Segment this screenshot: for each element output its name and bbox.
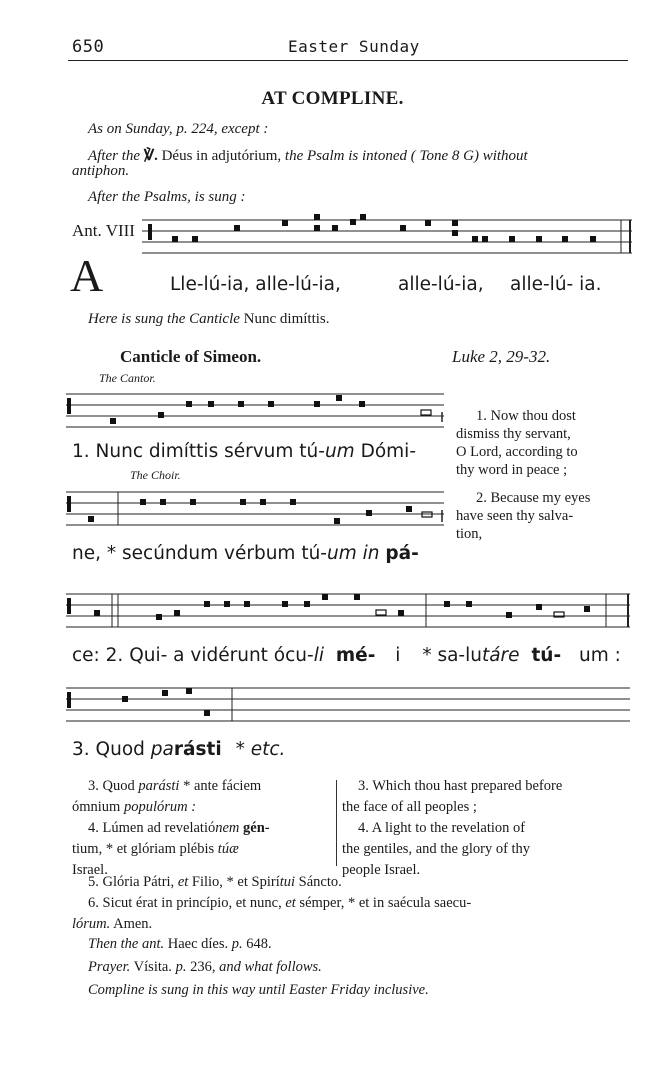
latin-verses-3-4 bbox=[72, 776, 330, 881]
verse-6-e: Amen. bbox=[113, 916, 153, 932]
prayer-b: Vísita. bbox=[133, 959, 172, 975]
rubric-here-sung bbox=[88, 311, 330, 328]
lyric-4-text-b: pa bbox=[150, 739, 174, 760]
canticle-lyric-4 bbox=[72, 739, 285, 760]
lyric-2-text-b: um in bbox=[326, 543, 380, 564]
canticle-name: Nunc dimíttis. bbox=[243, 311, 330, 327]
verse-6-d: lórum. bbox=[72, 916, 111, 932]
canticle-lyric-1 bbox=[72, 441, 416, 462]
antiphon-initial: A bbox=[70, 250, 104, 301]
english-v2-a: 2. Because my eyes bbox=[476, 490, 591, 506]
verse-5-c: Filio, * et Spirí bbox=[191, 874, 280, 890]
latin-v4-d: tium, * et glóriam plébis bbox=[72, 841, 215, 857]
prayer-d: 236, bbox=[190, 959, 216, 975]
english-v2-c: tion, bbox=[456, 526, 483, 542]
rubric-antiphon-word: antiphon. bbox=[72, 163, 130, 179]
latin-v3-e: populórum : bbox=[123, 799, 197, 815]
latin-v4-line-3: Israel. bbox=[72, 862, 108, 878]
lyric-4-text-c: rásti bbox=[173, 739, 222, 760]
lyric-3-text-e: * sa-lu bbox=[422, 645, 482, 666]
lyric-3-text-d: i bbox=[395, 645, 401, 666]
versicle-text: Déus in adjutórium, bbox=[161, 148, 282, 164]
canticle-staff-4 bbox=[66, 684, 632, 728]
english-v1-c: O Lord, according to bbox=[456, 444, 578, 460]
antiphon-label: Ant. VIII bbox=[72, 221, 135, 240]
latin-v4-c: gén- bbox=[243, 820, 270, 836]
lyric-3-text-g: tú- bbox=[531, 645, 562, 666]
canticle-lyric-2 bbox=[72, 543, 419, 564]
antiphon-staff bbox=[142, 214, 632, 264]
latin-v3-c: * ante fáciem bbox=[183, 778, 262, 794]
lyric-3-text-b: li bbox=[313, 645, 324, 666]
rubric-prayer bbox=[88, 959, 322, 976]
prayer-c: p. bbox=[175, 959, 187, 975]
lyric-3-text-a: ce: 2. Qui- a vidérunt ócu- bbox=[72, 645, 314, 666]
latin-v3-line-2 bbox=[72, 797, 330, 818]
verse-5 bbox=[72, 872, 632, 893]
latin-v3-a: 3. Quod bbox=[88, 778, 135, 794]
english-v4-b: the gentiles, and the glory of thy bbox=[342, 841, 531, 857]
canticle-staff-1 bbox=[66, 390, 446, 432]
then-ant-a: Then the ant. bbox=[88, 936, 165, 952]
latin-v4-b: nem bbox=[215, 820, 240, 836]
latin-v4-e: túæ bbox=[217, 841, 239, 857]
verse-5-b: et bbox=[177, 874, 189, 890]
rubric-after-versicle bbox=[88, 146, 528, 165]
verse-5-a: 5. Glória Pátri, bbox=[88, 874, 175, 890]
rubric-compline-until: Compline is sung in this way until Easter Friday inclusive. bbox=[88, 982, 429, 998]
latin-v3-line-1 bbox=[72, 776, 330, 797]
canticle-staff-3 bbox=[66, 590, 632, 634]
antiphon-lyric-2: alle-lú-ia, bbox=[398, 274, 484, 295]
lyric-3-text-c: mé- bbox=[335, 645, 376, 666]
english-v1-b: dismiss thy servant, bbox=[456, 426, 571, 442]
lyric-1-text-b: um bbox=[324, 441, 355, 462]
latin-verses-5-6 bbox=[72, 872, 632, 935]
rubric-then-antiphon bbox=[88, 936, 272, 953]
verse-6-line-1 bbox=[72, 893, 632, 914]
english-v1-d: thy word in peace ; bbox=[456, 462, 568, 478]
header-rule bbox=[68, 60, 628, 61]
lyric-4-text-d: * etc. bbox=[235, 739, 286, 760]
english-v4-c: people Israel. bbox=[342, 862, 421, 878]
verse-6-a: 6. Sicut érat in princípio, et nunc, bbox=[88, 895, 282, 911]
versicle-symbol: ℣. bbox=[143, 148, 158, 164]
latin-v4-line-2 bbox=[72, 839, 330, 860]
canticle-staff-2 bbox=[66, 488, 446, 532]
verse-5-d: tui bbox=[279, 874, 296, 890]
column-divider bbox=[336, 780, 337, 866]
english-v2-b: have seen thy salva- bbox=[456, 508, 574, 524]
then-ant-b: Haec díes. bbox=[167, 936, 229, 952]
canticle-title: Canticle of Simeon. bbox=[120, 347, 262, 366]
antiphon-lyric-3: alle-lú- ia. bbox=[510, 274, 602, 295]
rubric-as-on-sunday: As on Sunday, p. 224, except : bbox=[88, 121, 269, 137]
rubric-after-psalms: After the Psalms, is sung : bbox=[88, 189, 246, 205]
lyric-2-text-a: ne, * secúndum vérbum tú- bbox=[72, 543, 327, 564]
lyric-4-text-a: 3. Quod bbox=[72, 739, 145, 760]
prayer-e: and what follows. bbox=[219, 959, 322, 975]
english-side-column bbox=[456, 407, 630, 543]
lyric-3-text-f: táre bbox=[481, 645, 520, 666]
latin-v3-d: ómnium bbox=[72, 799, 121, 815]
antiphon-lyric-1: Lle-lú-ia, alle-lú-ia, bbox=[170, 274, 341, 295]
english-v3-b: the face of all peoples ; bbox=[342, 799, 477, 815]
latin-v4-a: 4. Lúmen ad revelatió bbox=[88, 820, 216, 836]
section-title: AT COMPLINE. bbox=[261, 88, 404, 109]
rubric-psalm-intoned: the Psalm is intoned ( Tone 8 G) without bbox=[284, 148, 528, 164]
english-v4-a: 4. A light to the revelation of bbox=[358, 820, 526, 836]
rubric-here-sung-prefix: Here is sung the Canticle bbox=[88, 311, 240, 327]
running-title: Easter Sunday bbox=[288, 37, 420, 56]
english-verses-3-4 bbox=[342, 776, 632, 881]
latin-v3-b: parásti bbox=[138, 778, 180, 794]
verse-5-e: Sáncto. bbox=[298, 874, 342, 890]
english-v3-a: 3. Which thou hast prepared before bbox=[358, 778, 563, 794]
lyric-3-text-h: um : bbox=[579, 645, 621, 666]
cantor-label: The Cantor. bbox=[99, 371, 156, 385]
canticle-reference: Luke 2, 29-32. bbox=[452, 347, 551, 366]
prayer-a: Prayer. bbox=[88, 959, 131, 975]
verse-6-line-2 bbox=[72, 914, 632, 935]
lyric-1-text-a: 1. Nunc dimíttis sérvum tú- bbox=[72, 441, 325, 462]
verse-6-c: sémper, * et in saécula saecu- bbox=[299, 895, 472, 911]
canticle-lyric-3 bbox=[72, 645, 621, 666]
page-number: 650 bbox=[72, 37, 105, 57]
then-ant-d: 648. bbox=[246, 936, 272, 952]
lyric-2-text-c: pá- bbox=[385, 543, 419, 564]
english-v1-a: 1. Now thou dost bbox=[476, 408, 576, 424]
lyric-1-text-c: Dómi- bbox=[360, 441, 416, 462]
rubric-after-the: After the bbox=[88, 148, 141, 164]
latin-v4-line-1 bbox=[72, 818, 330, 839]
choir-label: The Choir. bbox=[130, 468, 181, 482]
then-ant-c: p. bbox=[231, 936, 243, 952]
verse-6-b: et bbox=[285, 895, 296, 911]
